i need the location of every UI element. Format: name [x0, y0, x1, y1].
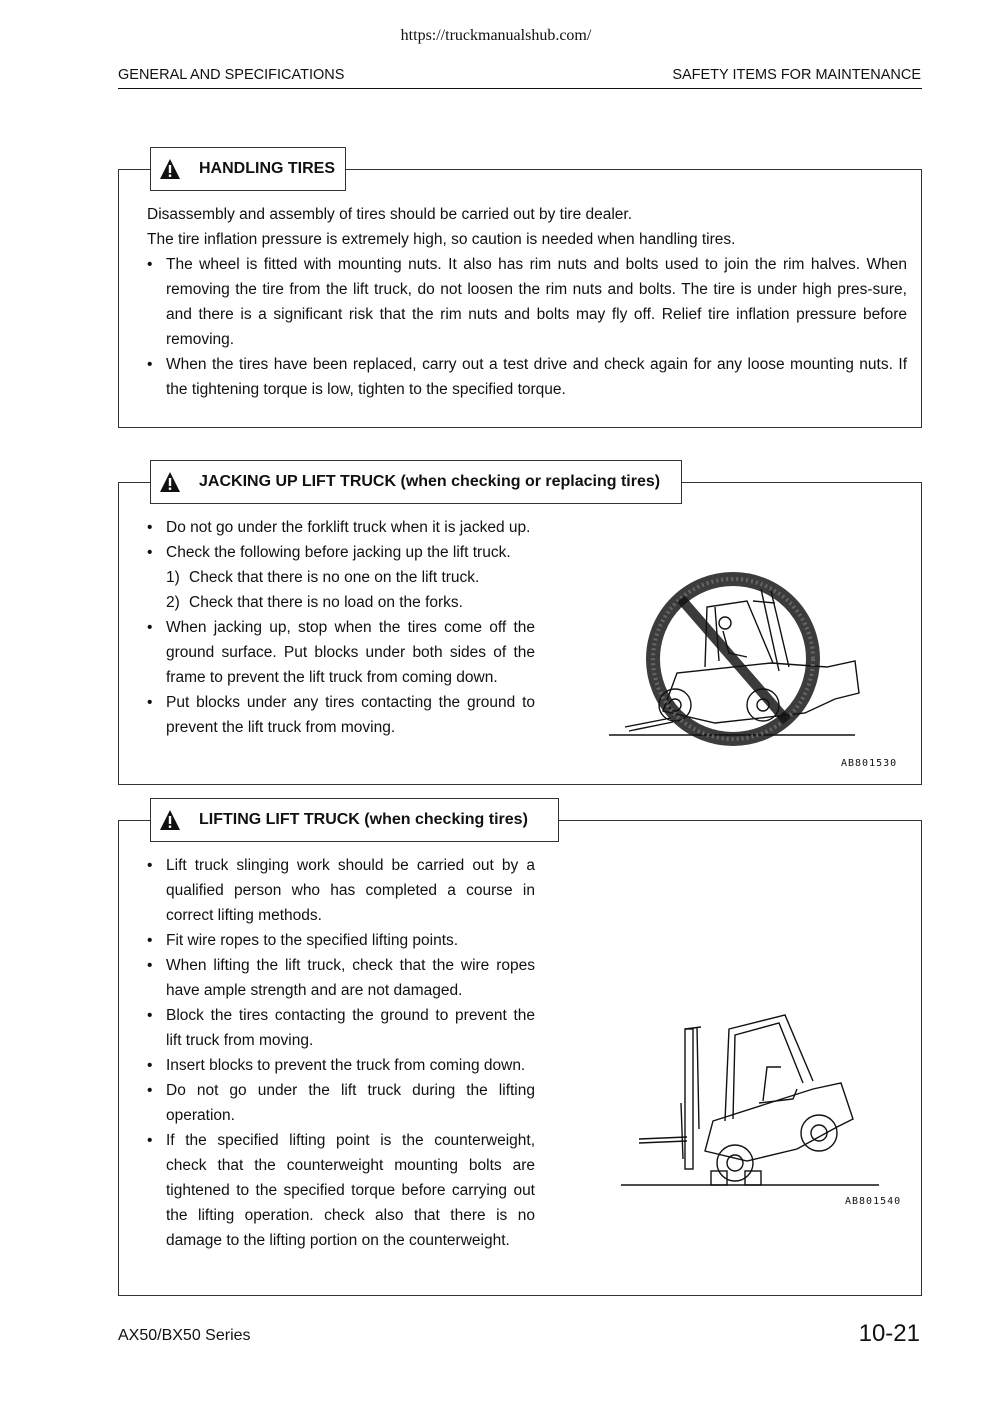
- bullet-icon: •: [147, 256, 153, 273]
- bullet-icon: •: [147, 1132, 153, 1149]
- bullet-item: [147, 1053, 535, 1078]
- bullet-item: [147, 515, 535, 540]
- bullet-item: [147, 953, 535, 1003]
- sub-item-number: 1): [166, 569, 180, 586]
- warning-triangle-icon: [159, 471, 181, 493]
- bullet-icon: •: [147, 957, 153, 974]
- page-number: 10-21: [858, 1320, 920, 1347]
- bullet-text: When lifting the lift truck, check that the wire ropes have ample strength and are not damaged.: [166, 957, 535, 999]
- warning-triangle-icon: [159, 809, 181, 831]
- header-section-title: GENERAL AND SPECIFICATIONS: [118, 67, 345, 83]
- lifting-title-tab: [150, 798, 559, 842]
- bullet-text: Do not go under the lift truck during the lifting operation.: [166, 1082, 535, 1124]
- jacking-up-body: [147, 515, 535, 740]
- figure-code: AB801530: [841, 758, 898, 769]
- figure-code: AB801540: [845, 1196, 902, 1207]
- bullet-text: Fit wire ropes to the specified lifting points.: [166, 932, 459, 949]
- bullet-item: [147, 252, 907, 352]
- bullet-icon: •: [147, 1007, 153, 1024]
- handling-tires-box: [118, 160, 922, 428]
- bullet-item: [147, 1078, 535, 1128]
- warning-triangle-icon: [159, 158, 181, 180]
- bullet-item: [147, 928, 535, 953]
- bullet-item: [147, 1128, 535, 1253]
- bullet-text: When the tires have been replaced, carry out a test drive and check again for any loose mounting nuts. If the tightening torque is low, tighten to the specified torque.: [166, 356, 907, 398]
- header-rule: [118, 88, 922, 89]
- bullet-item: [147, 1003, 535, 1053]
- jacking-up-title: JACKING UP LIFT TRUCK (when checking or replacing tires): [199, 473, 661, 490]
- lifted-truck-on-blocks-illustration: [617, 1009, 887, 1189]
- sub-item-text: Check that there is no one on the lift truck.: [189, 569, 480, 586]
- bullet-item: [147, 853, 535, 928]
- intro-paragraph: The tire inflation pressure is extremely high, so caution is needed when handling tires.: [147, 231, 736, 248]
- bullet-item: [147, 690, 535, 740]
- lifting-title: LIFTING LIFT TRUCK (when checking tires): [199, 811, 528, 828]
- lifting-body: [147, 853, 535, 1253]
- sub-item: [147, 590, 535, 615]
- sub-item: [147, 565, 535, 590]
- bullet-icon: •: [147, 1082, 153, 1099]
- bullet-item: [147, 615, 535, 690]
- bullet-text: If the specified lifting point is the counterweight, check that the counterweight mounting bolts are tightened to the specified torque before carrying out the lifting operation. check also that there is no damage to the lifting portion on the counterweight.: [166, 1132, 535, 1249]
- bullet-text: Lift truck slinging work should be carried out by a qualified person who has completed a course in correct lifting methods.: [166, 857, 535, 924]
- bullet-text: Check the following before jacking up the lift truck.: [166, 544, 511, 561]
- prohibited-under-jacked-truck-illustration: [605, 571, 875, 761]
- bullet-item: [147, 352, 907, 402]
- bullet-icon: •: [147, 519, 153, 536]
- bullet-text: The wheel is fitted with mounting nuts. It also has rim nuts and bolts used to join the rim halves. When removing the tire from the lift truck, do not loosen the rim nuts and bolts. The tire is under high pres-sure, and there is a significant risk that the rim nuts and bolts may fly off. Relief tire inflation pressure before removing.: [166, 256, 907, 348]
- source-url: https://truckmanualshub.com/: [400, 27, 592, 44]
- handling-tires-title: HANDLING TIRES: [199, 160, 335, 177]
- sub-item-number: 2): [166, 594, 180, 611]
- bullet-text: Block the tires contacting the ground to prevent the lift truck from moving.: [166, 1007, 535, 1049]
- bullet-icon: •: [147, 544, 153, 561]
- jacking-up-title-tab: [150, 460, 682, 504]
- lifting-box: [118, 811, 922, 1296]
- bullet-text: When jacking up, stop when the tires come off the ground surface. Put blocks under both sides of the frame to prevent the lift truck from coming down.: [166, 619, 535, 686]
- bullet-icon: •: [147, 694, 153, 711]
- bullet-text: Do not go under the forklift truck when it is jacked up.: [166, 519, 531, 536]
- bullet-icon: •: [147, 1057, 153, 1074]
- bullet-icon: •: [147, 356, 153, 373]
- handling-tires-body: [147, 202, 907, 402]
- bullet-text: Put blocks under any tires contacting the ground to prevent the lift truck from moving.: [166, 694, 535, 736]
- footer-series: AX50/BX50 Series: [118, 1327, 251, 1344]
- bullet-item: [147, 540, 535, 565]
- header-page-topic: SAFETY ITEMS FOR MAINTENANCE: [672, 67, 921, 83]
- sub-item-text: Check that there is no load on the forks.: [189, 594, 463, 611]
- jacking-up-box: [118, 473, 922, 785]
- bullet-icon: •: [147, 857, 153, 874]
- intro-paragraph: Disassembly and assembly of tires should be carried out by tire dealer.: [147, 206, 633, 223]
- bullet-icon: •: [147, 932, 153, 949]
- bullet-text: Insert blocks to prevent the truck from coming down.: [166, 1057, 526, 1074]
- bullet-icon: •: [147, 619, 153, 636]
- handling-tires-title-tab: [150, 147, 346, 191]
